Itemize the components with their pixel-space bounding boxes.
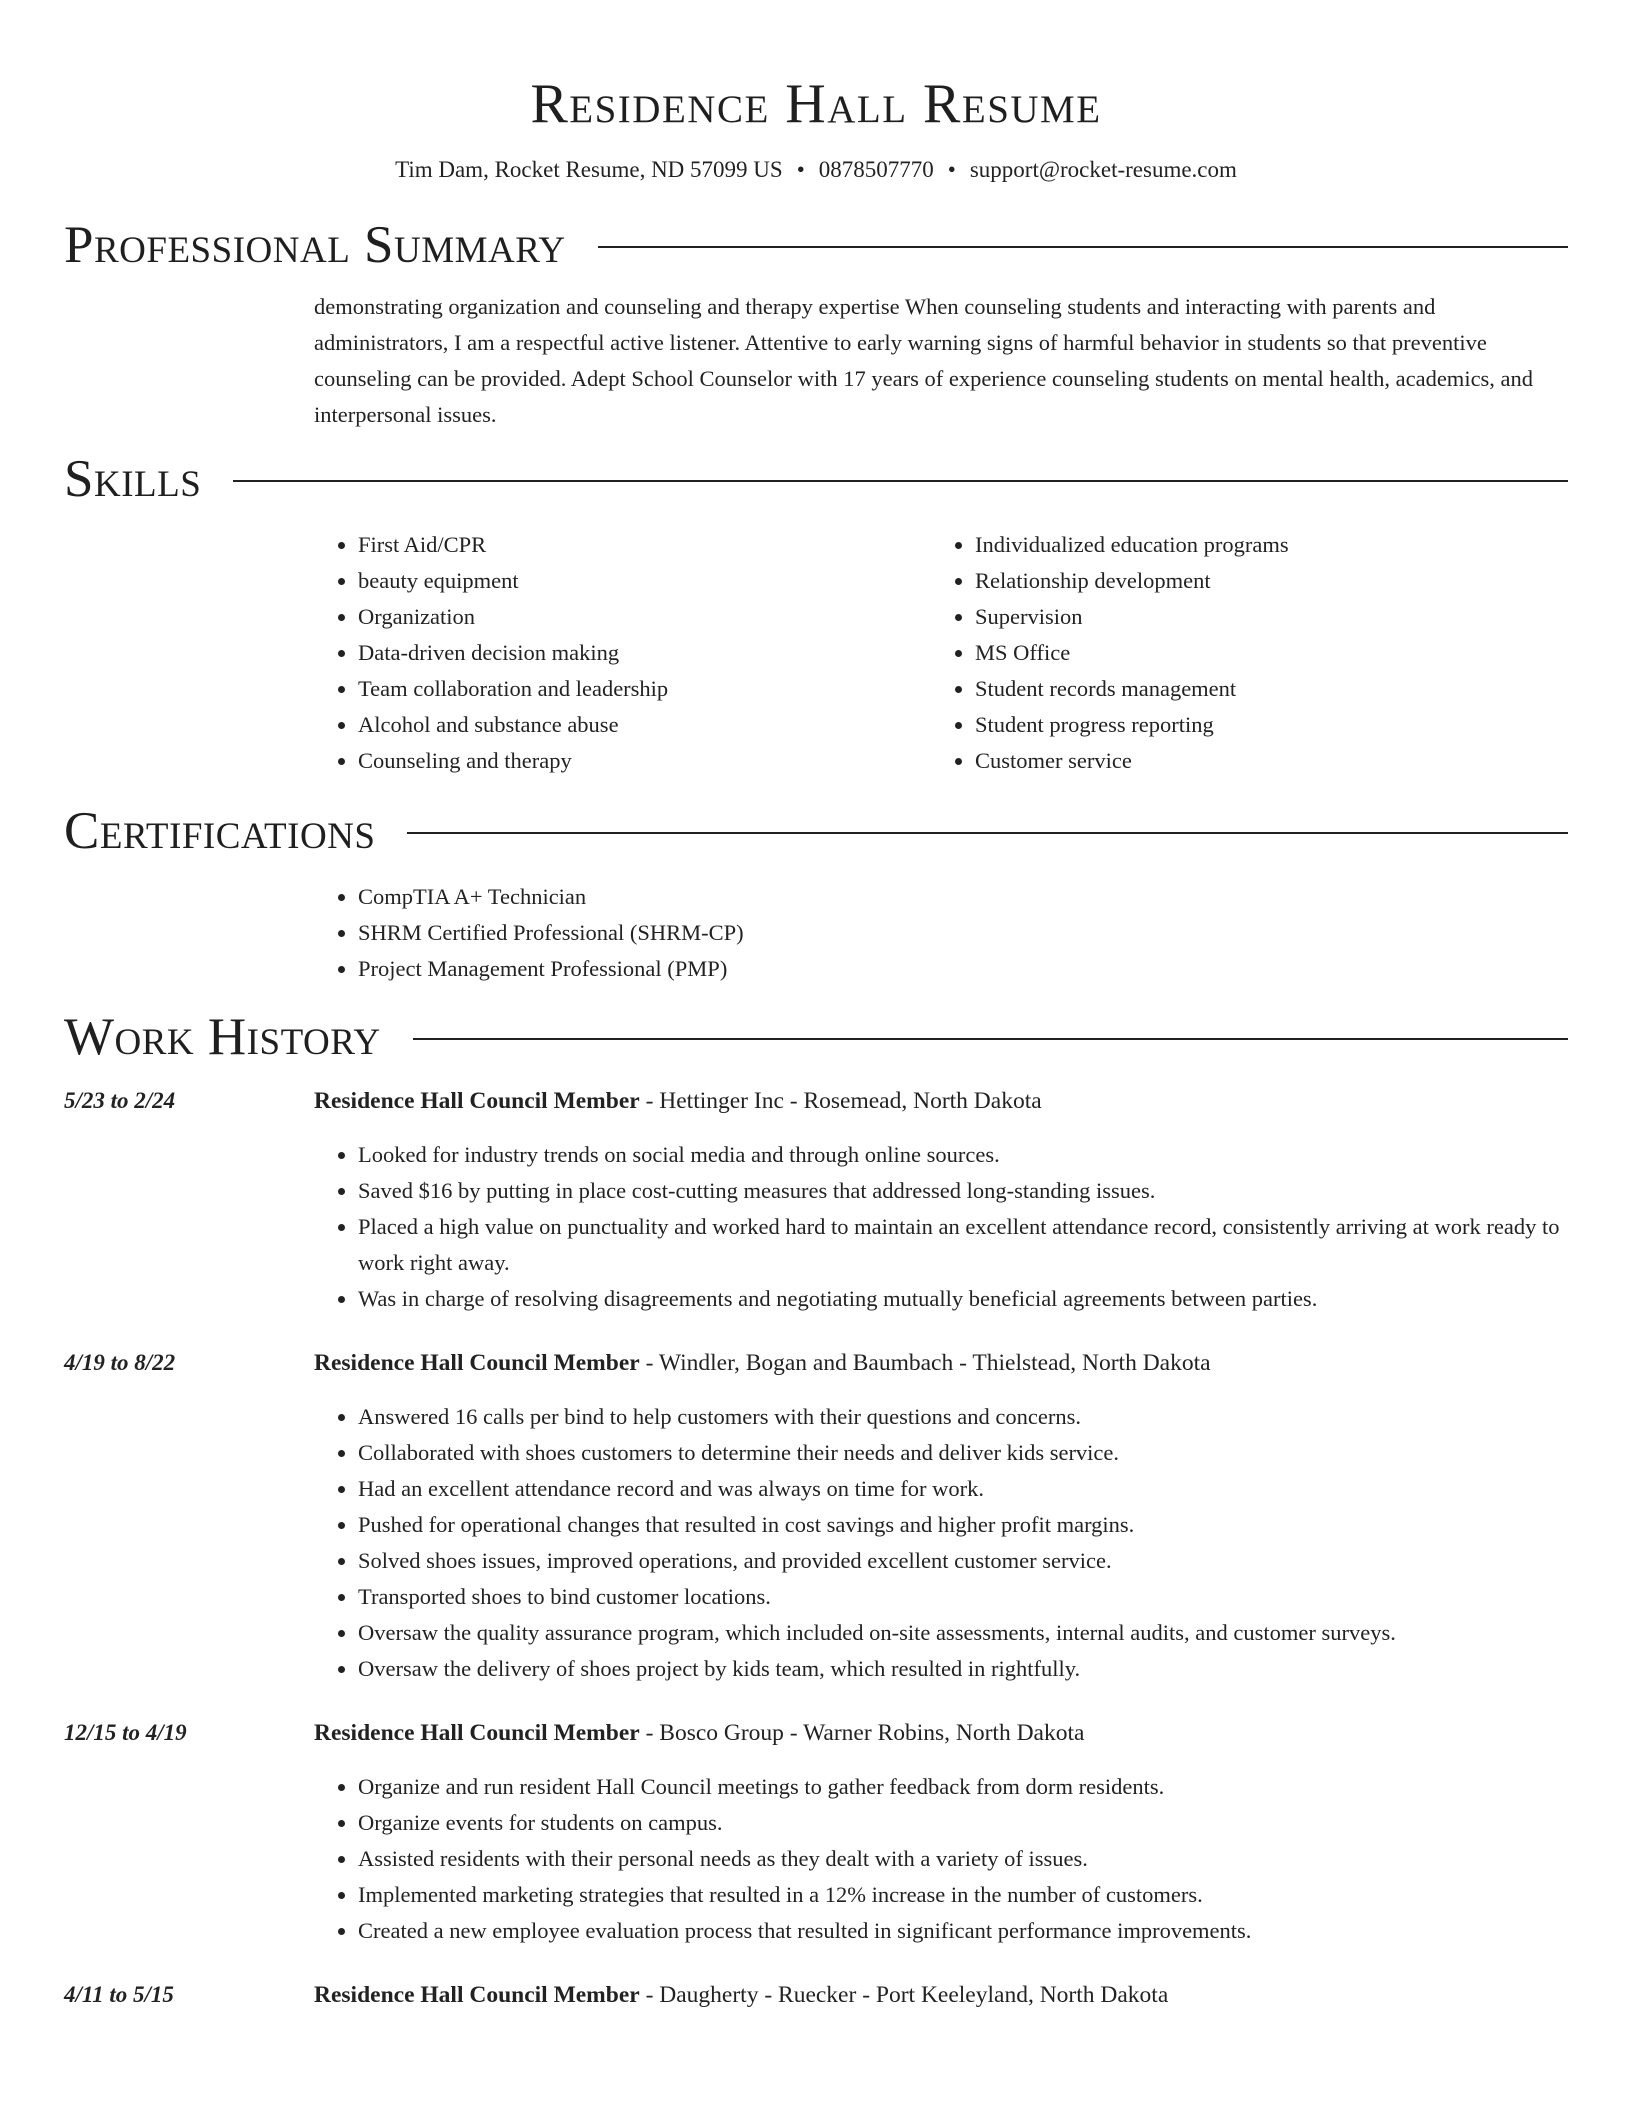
section-divider — [233, 480, 1568, 482]
skill-item: • Customer service — [975, 743, 1548, 779]
summary-text: demonstrating organization and counseling and therapy expertise When counseling students and interacting with parents and administrators, I am a respectful active listener. Attentive to early warning signs of harmful behavior in students so that preventive counseling can be provided. Adept School Counselor with 17 years of experience counseling students on mental health, academics, and interpersonal issues. — [314, 294, 1534, 427]
certification-item: • Project Management Professional (PMP) — [358, 951, 1568, 987]
job-entry — [64, 1715, 1568, 1949]
job-title: Residence Hall Council Member — [314, 1720, 640, 1746]
job-company-location: - Hettinger Inc - Rosemead, North Dakota — [639, 1088, 1042, 1114]
job-header — [314, 1345, 1568, 1381]
job-duty-item: • Transported shoes to bind customer locations. — [358, 1579, 1568, 1615]
skill-item: • Relationship development — [975, 563, 1548, 599]
job-entry — [64, 1345, 1568, 1687]
skills-section — [64, 447, 1568, 779]
job-title: Residence Hall Council Member — [314, 1982, 640, 2008]
certifications-body — [314, 879, 1568, 987]
skill-item: • MS Office — [975, 635, 1548, 671]
job-duty-item: • Organize events for students on campus. — [358, 1805, 1568, 1841]
summary-heading: Professional Summary — [64, 216, 566, 274]
skills-list-left — [314, 527, 931, 779]
job-company-location: - Windler, Bogan and Baumbach - Thielstead, North Dakota — [639, 1350, 1211, 1376]
job-duty-item: • Saved $16 by putting in place cost-cutting measures that addressed long-standing issues. — [358, 1173, 1568, 1209]
section-divider — [413, 1038, 1568, 1040]
resume-page — [64, 0, 1568, 2013]
job-duty-item: • Implemented marketing strategies that resulted in a 12% increase in the number of customers. — [358, 1877, 1568, 1913]
skill-item: • Student records management — [975, 671, 1548, 707]
job-dates: 4/19 to 8/22 — [64, 1350, 176, 1375]
skills-heading: Skills — [64, 450, 202, 508]
skill-item: • Team collaboration and leadership — [358, 671, 931, 707]
contact-separator: • — [947, 157, 956, 182]
job-header — [314, 1715, 1568, 1751]
skill-item: • Data-driven decision making — [358, 635, 931, 671]
job-duty-item: • Looked for industry trends on social media and through online sources. — [358, 1137, 1568, 1173]
job-duties-list — [314, 1137, 1568, 1317]
job-duty-item: • Answered 16 calls per bind to help customers with their questions and concerns. — [358, 1399, 1568, 1435]
work-history-heading-row — [64, 1005, 1568, 1069]
work-history-heading: Work History — [64, 1008, 381, 1066]
job-duty-item: • Oversaw the delivery of shoes project by kids team, which resulted in rightfully. — [358, 1651, 1568, 1687]
job-entry — [64, 1977, 1568, 2013]
job-dates: 12/15 to 4/19 — [64, 1720, 187, 1745]
certifications-section — [64, 799, 1568, 987]
job-title: Residence Hall Council Member — [314, 1088, 640, 1114]
summary-heading-row — [64, 213, 1568, 277]
skills-list-right — [931, 527, 1548, 779]
work-history-section — [64, 1005, 1568, 2013]
job-duty-item: • Pushed for operational changes that resulted in cost savings and higher profit margins. — [358, 1507, 1568, 1543]
skills-column-left — [314, 527, 931, 779]
job-dates: 5/23 to 2/24 — [64, 1088, 176, 1113]
job-header — [314, 1083, 1568, 1119]
job-body — [314, 1345, 1568, 1687]
job-duty-item: • Assisted residents with their personal needs as they dealt with a variety of issues. — [358, 1841, 1568, 1877]
contact-address: Tim Dam, Rocket Resume, ND 57099 US — [395, 157, 783, 182]
job-body — [314, 1977, 1568, 2013]
section-divider — [407, 832, 1568, 834]
job-header — [314, 1977, 1568, 2013]
skill-item: • Organization — [358, 599, 931, 635]
certifications-list — [314, 879, 1568, 987]
job-duty-item: • Oversaw the quality assurance program, which included on-site assessments, internal audits, and customer surveys. — [358, 1615, 1568, 1651]
contact-line — [64, 154, 1568, 186]
skill-item: • Counseling and therapy — [358, 743, 931, 779]
job-duty-item: • Had an excellent attendance record and was always on time for work. — [358, 1471, 1568, 1507]
certifications-heading-row — [64, 799, 1568, 863]
job-duty-item: • Collaborated with shoes customers to determine their needs and deliver kids service. — [358, 1435, 1568, 1471]
certification-item: • CompTIA A+ Technician — [358, 879, 1568, 915]
skill-item: • beauty equipment — [358, 563, 931, 599]
document-title: Residence Hall Resume — [530, 73, 1102, 135]
section-divider — [598, 246, 1568, 248]
skills-grid — [314, 527, 1568, 779]
job-duties-list — [314, 1399, 1568, 1687]
job-duty-item: • Organize and run resident Hall Council meetings to gather feedback from dorm residents. — [358, 1769, 1568, 1805]
job-company-location: - Bosco Group - Warner Robins, North Dakota — [639, 1720, 1085, 1746]
skill-item: • Supervision — [975, 599, 1548, 635]
certification-item: • SHRM Certified Professional (SHRM-CP) — [358, 915, 1568, 951]
skills-heading-row — [64, 447, 1568, 511]
job-title: Residence Hall Council Member — [314, 1350, 640, 1376]
contact-email[interactable]: support@rocket-resume.com — [969, 157, 1237, 182]
work-history-entries — [64, 1083, 1568, 2013]
job-company-location: - Daugherty - Ruecker - Port Keeleyland, North Dakota — [639, 1982, 1169, 2008]
contact-separator: • — [796, 157, 805, 182]
job-duty-item: • Was in charge of resolving disagreements and negotiating mutually beneficial agreements between parties. — [358, 1281, 1568, 1317]
job-duty-item: • Created a new employee evaluation process that resulted in significant performance improvements. — [358, 1913, 1568, 1949]
certifications-heading: Certifications — [64, 802, 376, 860]
contact-phone: 0878507770 — [818, 157, 934, 182]
job-duty-item: • Solved shoes issues, improved operations, and provided excellent customer service. — [358, 1543, 1568, 1579]
skills-column-right — [931, 527, 1548, 779]
skill-item: • Alcohol and substance abuse — [358, 707, 931, 743]
summary-section — [64, 213, 1568, 433]
job-dates: 4/11 to 5/15 — [64, 1982, 174, 2007]
job-body — [314, 1083, 1568, 1317]
job-body — [314, 1715, 1568, 1949]
job-duties-list — [314, 1769, 1568, 1949]
skill-item: • Individualized education programs — [975, 527, 1548, 563]
job-entry — [64, 1083, 1568, 1317]
skill-item: • Student progress reporting — [975, 707, 1548, 743]
job-duty-item: • Placed a high value on punctuality and worked hard to maintain an excellent attendance record, consistently arriving at work ready to work right away. — [358, 1209, 1568, 1281]
skill-item: • First Aid/CPR — [358, 527, 931, 563]
